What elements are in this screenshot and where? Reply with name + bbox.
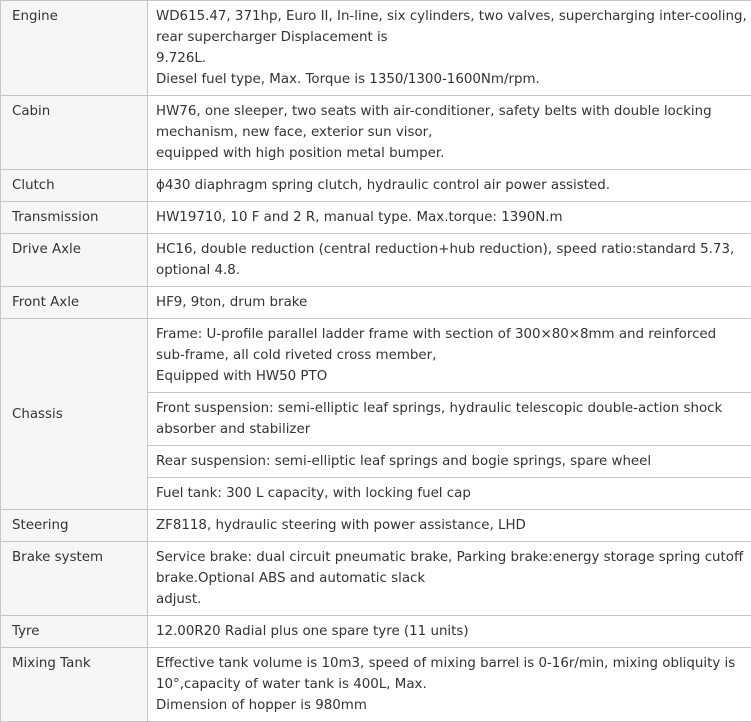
spec-value-line: Dimension of hopper is 980mm bbox=[156, 698, 367, 713]
spec-row-transmission bbox=[1, 202, 751, 234]
spec-label-clutch: Clutch bbox=[1, 170, 148, 202]
spec-value-line: Effective tank volume is 10m3, speed of mixing barrel is 0-16r/min, mixing obliquity is bbox=[156, 656, 736, 671]
spec-value-line: Fuel tank: 300 L capacity, with locking fuel cap bbox=[156, 486, 471, 501]
spec-value-tyre bbox=[148, 616, 751, 648]
spec-value-line: ɸ430 diaphragm spring clutch, hydraulic control air power assisted. bbox=[156, 178, 610, 193]
spec-value-line: adjust. bbox=[156, 592, 202, 607]
spec-value-line: 9.726L. bbox=[156, 51, 207, 66]
spec-value-steering bbox=[148, 510, 751, 542]
spec-row-engine bbox=[1, 1, 751, 96]
spec-value-clutch bbox=[148, 170, 751, 202]
spec-label-front-axle: Front Axle bbox=[1, 287, 148, 319]
spec-value-line: mechanism, new face, exterior sun visor, bbox=[156, 125, 433, 140]
spec-value-line: sub-frame, all cold riveted cross member, bbox=[156, 348, 437, 363]
spec-value-chassis-4 bbox=[148, 478, 751, 510]
spec-value-line: brake.Optional ABS and automatic slack bbox=[156, 571, 426, 586]
spec-value-chassis-1 bbox=[148, 319, 751, 393]
spec-value-line: HC16, double reduction (central reduction+hub reduction), speed ratio:standard 5.73, bbox=[156, 242, 735, 257]
spec-value-line: WD615.47, 371hp, Euro II, In-line, six cylinders, two valves, supercharging inter-cooling, bbox=[156, 9, 747, 24]
spec-row-chassis-1 bbox=[1, 319, 751, 393]
spec-label-brake-system: Brake system bbox=[1, 542, 148, 616]
spec-row-front-axle bbox=[1, 287, 751, 319]
spec-value-line: HW76, one sleeper, two seats with air-conditioner, safety belts with double locking bbox=[156, 104, 712, 119]
spec-value-line: rear supercharger Displacement is bbox=[156, 30, 388, 45]
spec-value-line: 12.00R20 Radial plus one spare tyre (11 units) bbox=[156, 624, 469, 639]
spec-value-drive-axle bbox=[148, 234, 751, 287]
spec-row-tyre bbox=[1, 616, 751, 648]
spec-value-line: optional 4.8. bbox=[156, 263, 241, 278]
spec-value-line: HF9, 9ton, drum brake bbox=[156, 295, 308, 310]
spec-value-chassis-3 bbox=[148, 446, 751, 478]
spec-row-cabin bbox=[1, 96, 751, 170]
spec-label-tyre: Tyre bbox=[1, 616, 148, 648]
spec-value-line: equipped with high position metal bumper. bbox=[156, 146, 445, 161]
spec-label-engine: Engine bbox=[1, 1, 148, 96]
spec-value-line: HW19710, 10 F and 2 R, manual type. Max.torque: 1390N.m bbox=[156, 210, 563, 225]
spec-value-line: Rear suspension: semi-elliptic leaf springs and bogie springs, spare wheel bbox=[156, 454, 652, 469]
spec-value-line: Equipped with HW50 PTO bbox=[156, 369, 328, 384]
spec-row-mixing-tank bbox=[1, 648, 751, 722]
spec-value-brake-system bbox=[148, 542, 751, 616]
spec-row-drive-axle bbox=[1, 234, 751, 287]
spec-value-line: Diesel fuel type, Max. Torque is 1350/1300-1600Nm/rpm. bbox=[156, 72, 540, 87]
spec-label-drive-axle: Drive Axle bbox=[1, 234, 148, 287]
spec-value-line: Front suspension: semi-elliptic leaf springs, hydraulic telescopic double-action shock bbox=[156, 401, 723, 416]
spec-label-cabin: Cabin bbox=[1, 96, 148, 170]
spec-value-line: Service brake: dual circuit pneumatic brake, Parking brake:energy storage spring cutoff bbox=[156, 550, 744, 565]
spec-value-line: 10°,capacity of water tank is 400L, Max. bbox=[156, 677, 427, 692]
spec-value-line: Frame: U-profile parallel ladder frame with section of 300×80×8mm and reinforced bbox=[156, 327, 717, 342]
spec-value-line: absorber and stabilizer bbox=[156, 422, 311, 437]
spec-value-transmission bbox=[148, 202, 751, 234]
spec-value-mixing-tank bbox=[148, 648, 751, 722]
spec-value-engine bbox=[148, 1, 751, 96]
spec-label-steering: Steering bbox=[1, 510, 148, 542]
spec-label-mixing-tank: Mixing Tank bbox=[1, 648, 148, 722]
spec-row-brake-system bbox=[1, 542, 751, 616]
spec-value-line: ZF8118, hydraulic steering with power assistance, LHD bbox=[156, 518, 526, 533]
spec-value-cabin bbox=[148, 96, 751, 170]
spec-row-clutch bbox=[1, 170, 751, 202]
spec-label-transmission: Transmission bbox=[1, 202, 148, 234]
spec-value-front-axle bbox=[148, 287, 751, 319]
spec-label-chassis: Chassis bbox=[1, 319, 148, 510]
spec-value-chassis-2 bbox=[148, 393, 751, 446]
spec-row-steering bbox=[1, 510, 751, 542]
